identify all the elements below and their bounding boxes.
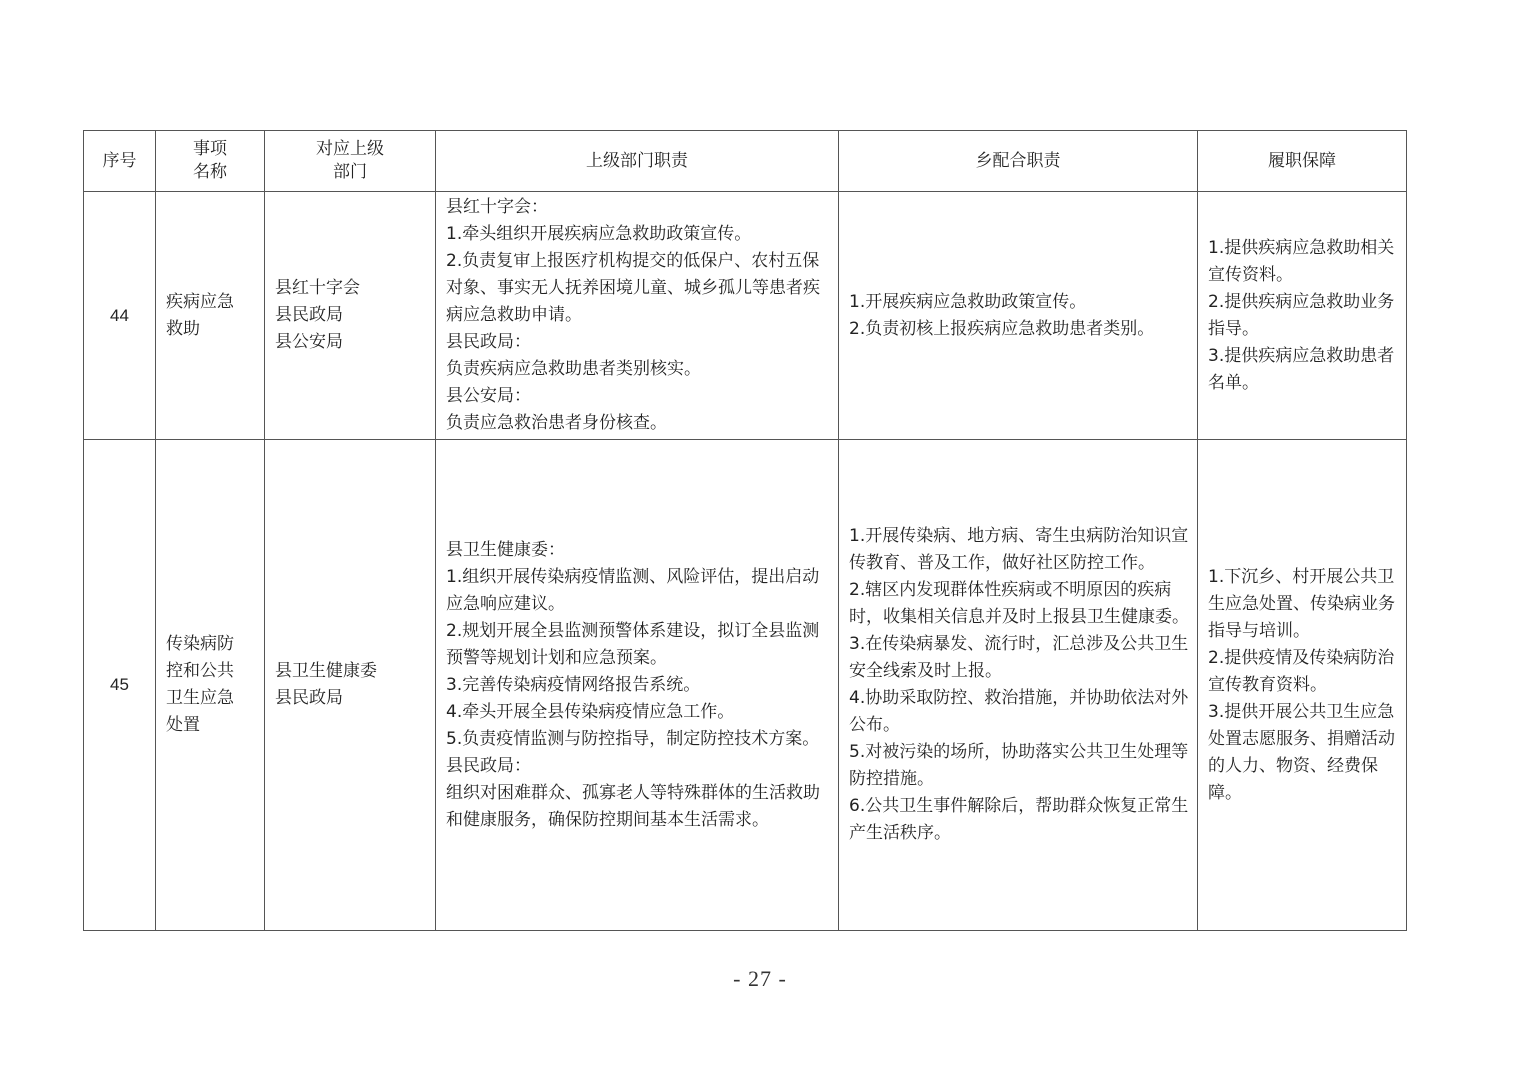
item-name-cell: 疾病应急 救助 [156,192,265,440]
item-name-cell: 传染病防 控和公共 卫生应急 处置 [156,440,265,931]
serial-cell: 45 [84,440,156,931]
table-row [84,440,1407,931]
table-row [84,192,1407,440]
township-duty-cell: 1.开展疾病应急救助政策宣传。 2.负责初核上报疾病应急救助患者类别。 [839,192,1198,440]
duty-table [83,130,1407,931]
superior-duty-cell: 县卫生健康委： 1.组织开展传染病疫情监测、风险评估，提出启动应急响应建议。 2.规划开展全县监测预警体系建设，拟订全县监测预警等规划计划和应急预案。 3.完善传染病疫情网络报告系统。 4.牵头开展全县传染病疫情应急工作。 5.负责疫情监测与防控指导，制定防控技术方案。 县民政局： 组织对困难群众、孤寡老人等特殊群体的生活救助和健康服务，确保防控期间基本生活需求。 [436,440,839,931]
table-header-row [84,131,1407,192]
guarantee-cell: 1.下沉乡、村开展公共卫生应急处置、传染病业务指导与培训。 2.提供疫情及传染病防治宣传教育资料。 3.提供开展公共卫生应急处置志愿服务、捐赠活动的人力、物资、经费保障。 [1198,440,1407,931]
header-township-duty: 乡配合职责 [839,131,1198,192]
dept-cell: 县卫生健康委 县民政局 [265,440,436,931]
township-duty-cell: 1.开展传染病、地方病、寄生虫病防治知识宣传教育、普及工作，做好社区防控工作。 2.辖区内发现群体性疾病或不明原因的疾病时，收集相关信息并及时上报县卫生健康委。 3.在传染病暴发、流行时，汇总涉及公共卫生安全线索及时上报。 4.协助采取防控、救治措施，并协助依法对外公布。 5.对被污染的场所，协助落实公共卫生处理等防控措施。 6.公共卫生事件解除后，帮助群众恢复正常生产生活秩序。 [839,440,1198,931]
dept-cell: 县红十字会 县民政局 县公安局 [265,192,436,440]
header-guarantee: 履职保障 [1198,131,1407,192]
guarantee-cell: 1.提供疾病应急救助相关宣传资料。 2.提供疾病应急救助业务指导。 3.提供疾病应急救助患者名单。 [1198,192,1407,440]
serial-cell: 44 [84,192,156,440]
page-number: - 27 - [733,966,787,991]
header-superior-dept: 对应上级 部门 [265,131,436,192]
header-item-name: 事项 名称 [156,131,265,192]
header-serial: 序号 [84,131,156,192]
superior-duty-cell: 县红十字会： 1.牵头组织开展疾病应急救助政策宣传。 2.负责复审上报医疗机构提交的低保户、农村五保对象、事实无人抚养困境儿童、城乡孤儿等患者疾病应急救助申请。 县民政局： 负责疾病应急救助患者类别核实。 县公安局： 负责应急救治患者身份核查。 [436,192,839,440]
header-superior-duty: 上级部门职责 [436,131,839,192]
